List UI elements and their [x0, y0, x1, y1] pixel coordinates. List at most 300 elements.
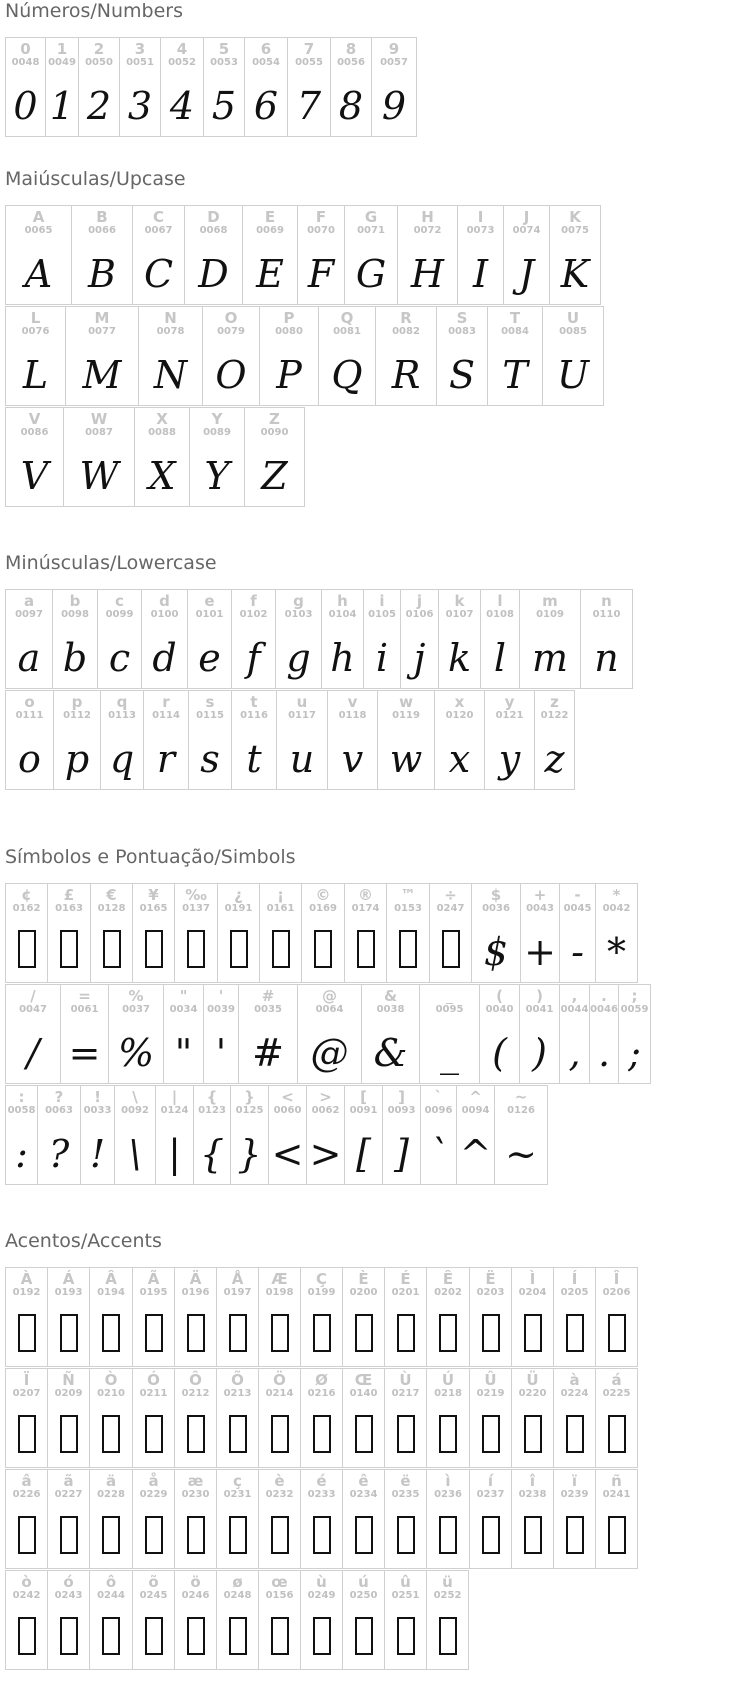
glyph-character-label: 2 — [93, 40, 105, 57]
glyph-code-label: 0229 — [139, 1489, 168, 1500]
missing-glyph-box — [271, 1415, 289, 1453]
glyph-code-label: 0251 — [391, 1590, 420, 1601]
glyph-sample: \ — [128, 1132, 142, 1176]
glyph-character-label: æ — [187, 1472, 204, 1489]
section-title: Números/Numbers — [5, 0, 183, 22]
glyph-character-label: ñ — [611, 1472, 622, 1489]
glyph-sample: l — [493, 636, 507, 680]
glyph-code-label: 0061 — [70, 1004, 99, 1015]
glyph-character-label: $ — [490, 886, 502, 903]
glyph-character-label: B — [96, 208, 108, 225]
glyph-character-label: Ã — [147, 1270, 160, 1287]
glyph-character-label: w — [399, 693, 413, 710]
glyph-sample: Q — [331, 353, 363, 397]
glyph-sample: @ — [310, 1031, 349, 1075]
glyph-cell — [377, 690, 435, 790]
glyph-cell — [203, 37, 245, 137]
glyph-character-label: Ç — [315, 1270, 327, 1287]
glyph-cell — [132, 1368, 175, 1468]
missing-glyph-box — [608, 1415, 626, 1453]
glyph-code-label: 0056 — [337, 57, 365, 68]
glyph-code-label: 0231 — [223, 1489, 252, 1500]
glyph-code-label: 0081 — [333, 326, 361, 337]
glyph-code-label: 0040 — [485, 1004, 514, 1015]
glyph-code-label: 0089 — [203, 427, 231, 438]
glyph-character-label: Ú — [441, 1371, 455, 1388]
glyph-code-label: 0075 — [561, 225, 589, 236]
glyph-sample: $ — [483, 930, 509, 974]
glyph-code-label: 0214 — [265, 1388, 294, 1399]
glyph-cell — [300, 1469, 343, 1569]
glyph-character-label: V — [28, 410, 41, 427]
glyph-code-label: 0103 — [284, 609, 313, 620]
glyph-code-label: 0236 — [434, 1489, 462, 1500]
glyph-sample: ) — [532, 1031, 547, 1075]
glyph-code-label: 0062 — [311, 1105, 340, 1116]
glyph-character-label: * — [612, 886, 621, 903]
glyph-code-label: 0084 — [501, 326, 529, 337]
glyph-cell — [520, 883, 560, 983]
glyph-cell — [37, 1085, 81, 1185]
glyph-code-label: 0088 — [148, 427, 176, 438]
missing-glyph-box — [271, 1314, 289, 1352]
glyph-cell — [436, 306, 488, 406]
glyph-code-label: 0247 — [436, 903, 465, 914]
glyph-sample: & — [373, 1031, 408, 1075]
glyph-code-label: 0104 — [328, 609, 357, 620]
missing-glyph-box — [313, 1314, 331, 1352]
glyph-cell — [330, 37, 372, 137]
glyph-cell — [89, 1368, 133, 1468]
glyph-cell — [63, 407, 135, 507]
glyph-code-label: 0047 — [19, 1004, 47, 1015]
glyph-character-label: C — [152, 208, 164, 225]
glyph-cell — [344, 883, 387, 983]
glyph-character-label: ú — [358, 1573, 369, 1590]
glyph-cell — [114, 1085, 156, 1185]
glyph-cell — [5, 589, 53, 689]
glyph-sample: [ — [356, 1132, 371, 1176]
glyph-code-label: 0238 — [518, 1489, 547, 1500]
glyph-code-label: 0122 — [540, 710, 569, 721]
glyph-character-label: Ô — [189, 1371, 202, 1388]
missing-glyph-box — [313, 1516, 331, 1554]
glyph-code-label: 0097 — [15, 609, 43, 620]
glyph-character-label: Ù — [399, 1371, 412, 1388]
glyph-code-label: 0226 — [12, 1489, 41, 1500]
glyph-character-label: 5 — [218, 40, 230, 57]
glyph-code-label: 0044 — [560, 1004, 589, 1015]
glyph-sample: % — [117, 1031, 155, 1075]
glyph-cell — [363, 589, 401, 689]
missing-glyph-box — [145, 930, 163, 968]
glyph-cell — [276, 690, 328, 790]
glyph-character-label: £ — [63, 886, 75, 903]
glyph-sample: L — [22, 353, 49, 397]
glyph-cell — [382, 1085, 421, 1185]
glyph-cell — [90, 883, 133, 983]
glyph-character-label: E — [264, 208, 276, 225]
glyph-sample: = — [68, 1031, 101, 1075]
glyph-sample: 5 — [211, 84, 237, 128]
glyph-cell — [47, 1368, 90, 1468]
glyph-code-label: 0220 — [518, 1388, 547, 1399]
glyph-cell — [134, 407, 190, 507]
section-title: Minúsculas/Lowercase — [5, 552, 217, 574]
glyph-character-label: b — [69, 592, 81, 609]
glyph-code-label: 0066 — [88, 225, 116, 236]
glyph-cell — [78, 37, 120, 137]
glyph-character-label: / — [30, 987, 36, 1004]
missing-glyph-box — [566, 1314, 584, 1352]
glyph-cell — [174, 1570, 217, 1670]
missing-glyph-box — [439, 1516, 457, 1554]
glyph-sample: ^ — [459, 1132, 492, 1176]
glyph-code-label: 0083 — [448, 326, 476, 337]
glyph-cell — [163, 984, 204, 1084]
glyph-cell — [268, 1085, 307, 1185]
glyph-character-label: ó — [63, 1573, 74, 1590]
glyph-sample: t — [246, 737, 262, 781]
glyph-row — [6, 1369, 638, 1470]
glyph-sample: : — [15, 1132, 28, 1176]
glyph-cell — [375, 306, 437, 406]
glyph-cell — [108, 984, 164, 1084]
glyph-character-label: u — [296, 693, 308, 710]
glyph-code-label: 0248 — [223, 1590, 252, 1601]
glyph-sample: T — [502, 353, 528, 397]
glyph-character-label: - — [574, 886, 581, 903]
glyph-sample: q — [109, 737, 135, 781]
glyph-character-label: 3 — [134, 40, 146, 57]
glyph-character-label: Ø — [315, 1371, 328, 1388]
missing-glyph-box — [355, 1516, 373, 1554]
missing-glyph-box — [442, 930, 460, 968]
glyph-code-label: 0217 — [391, 1388, 420, 1399]
glyph-sample: " — [174, 1031, 193, 1075]
glyph-sample: ~ — [505, 1132, 537, 1176]
glyph-character-label: ê — [358, 1472, 369, 1489]
missing-glyph-box — [482, 1516, 500, 1554]
glyph-character-label: p — [71, 693, 83, 710]
glyph-code-label: 0086 — [20, 427, 49, 438]
section-title: Símbolos e Pontuação/Simbols — [5, 846, 296, 868]
glyph-character-label: { — [206, 1088, 218, 1105]
glyph-cell — [45, 37, 79, 137]
glyph-cell — [97, 589, 142, 689]
glyph-cell — [300, 1368, 343, 1468]
glyph-character-label: Ö — [273, 1371, 286, 1388]
glyph-cell — [371, 37, 417, 137]
glyph-cell — [487, 306, 543, 406]
glyph-character-label: X — [156, 410, 168, 427]
glyph-sample: ] — [394, 1132, 409, 1176]
glyph-code-label: 0116 — [240, 710, 268, 721]
glyph-sample: - — [571, 930, 584, 974]
glyph-sample: X — [148, 454, 176, 498]
glyph-code-label: 0078 — [156, 326, 185, 337]
glyph-sample: ( — [492, 1031, 507, 1075]
glyph-code-label: 0039 — [207, 1004, 235, 1015]
glyph-character-label: Ì — [529, 1270, 536, 1287]
glyph-sample: 7 — [296, 84, 322, 128]
glyph-code-label: 0219 — [476, 1388, 505, 1399]
glyph-sample: S — [448, 353, 476, 397]
missing-glyph-box — [608, 1516, 626, 1554]
glyph-cell — [297, 205, 345, 305]
glyph-cell — [238, 984, 298, 1084]
glyph-cell — [342, 1368, 385, 1468]
glyph-cell — [216, 1469, 259, 1569]
glyph-sample: ! — [89, 1132, 106, 1176]
glyph-character-label: 4 — [176, 40, 188, 57]
glyph-cell — [52, 589, 98, 689]
glyph-cell — [174, 1368, 217, 1468]
glyph-character-label: è — [274, 1472, 285, 1489]
glyph-sample: j — [413, 636, 426, 680]
missing-glyph-box — [187, 1415, 205, 1453]
glyph-cell — [5, 883, 48, 983]
glyph-cell — [132, 883, 175, 983]
glyph-character-label: à — [569, 1371, 580, 1388]
glyph-character-label: Ü — [526, 1371, 539, 1388]
glyph-cell — [47, 1469, 90, 1569]
glyph-character-label: + — [533, 886, 547, 903]
glyph-cell — [400, 589, 439, 689]
glyph-character-label: ì — [445, 1472, 451, 1489]
glyph-character-label: " — [179, 987, 188, 1004]
glyph-code-label: 0211 — [139, 1388, 168, 1399]
glyph-character-label: ò — [21, 1573, 32, 1590]
glyph-code-label: 0242 — [12, 1590, 41, 1601]
glyph-character-label: õ — [148, 1573, 159, 1590]
glyph-character-label: Ñ — [62, 1371, 75, 1388]
glyph-code-label: 0099 — [105, 609, 134, 620]
glyph-cell — [259, 306, 319, 406]
glyph-character-label: ~ — [514, 1088, 528, 1105]
glyph-character-label: J — [523, 208, 530, 225]
glyph-code-label: 0065 — [24, 225, 53, 236]
glyph-character-label: S — [456, 309, 468, 326]
glyph-sample: y — [498, 737, 521, 781]
glyph-character-label: 6 — [260, 40, 272, 57]
missing-glyph-box — [229, 1415, 247, 1453]
glyph-code-label: 0123 — [198, 1105, 226, 1116]
glyph-sample: e — [198, 636, 221, 680]
glyph-sample: _ — [440, 1031, 459, 1075]
missing-glyph-box — [313, 1617, 331, 1655]
glyph-cell — [384, 1570, 427, 1670]
glyph-code-label: 0156 — [265, 1590, 294, 1601]
glyph-character-label: ø — [232, 1573, 243, 1590]
glyph-character-label: È — [358, 1270, 369, 1287]
glyph-cell — [306, 1085, 345, 1185]
glyph-code-label: 0250 — [349, 1590, 378, 1601]
glyph-cell — [5, 306, 66, 406]
glyph-character-label: R — [400, 309, 412, 326]
glyph-cell — [595, 883, 638, 983]
glyph-code-label: 0200 — [349, 1287, 378, 1298]
glyph-code-label: 0125 — [235, 1105, 264, 1116]
glyph-cell — [429, 883, 472, 983]
glyph-character-label: ‰ — [185, 886, 207, 903]
glyph-cell — [559, 984, 590, 1084]
glyph-character-label: Á — [62, 1270, 75, 1287]
glyph-cell — [511, 1368, 554, 1468]
glyph-code-label: 0124 — [160, 1105, 189, 1116]
glyph-code-label: 0207 — [12, 1388, 41, 1399]
glyph-code-label: 0085 — [559, 326, 587, 337]
glyph-character-label: ë — [400, 1472, 411, 1489]
glyph-cell — [155, 1085, 194, 1185]
glyph-row — [6, 1268, 638, 1369]
glyph-cell — [361, 984, 420, 1084]
missing-glyph-box — [60, 1415, 78, 1453]
glyph-sample: , — [568, 1031, 581, 1075]
glyph-cell — [287, 37, 331, 137]
glyph-sample: 9 — [381, 84, 407, 128]
glyph-character-label: ? — [54, 1088, 64, 1105]
glyph-character-label: © — [315, 886, 331, 903]
glyph-character-label: Ï — [23, 1371, 30, 1388]
glyph-sample: N — [153, 353, 188, 397]
glyph-code-label: 0196 — [181, 1287, 210, 1298]
glyph-character-label: Œ — [354, 1371, 373, 1388]
missing-glyph-box — [397, 1516, 415, 1554]
glyph-code-label: 0092 — [121, 1105, 149, 1116]
glyph-cell — [5, 205, 72, 305]
missing-glyph-box — [229, 1314, 247, 1352]
glyph-cell — [132, 205, 185, 305]
missing-glyph-box — [355, 1314, 373, 1352]
glyph-code-label: 0246 — [181, 1590, 210, 1601]
missing-glyph-box — [145, 1617, 163, 1655]
glyph-sample: w — [389, 737, 423, 781]
missing-glyph-box — [566, 1516, 584, 1554]
glyph-sample: i — [375, 636, 389, 680]
glyph-code-label: 0059 — [620, 1004, 649, 1015]
glyph-cell — [342, 1469, 385, 1569]
glyph-code-label: 0204 — [518, 1287, 547, 1298]
glyph-cell — [71, 205, 133, 305]
glyph-cell — [47, 1570, 90, 1670]
glyph-character-label: ! — [94, 1088, 101, 1105]
glyph-sample: 6 — [253, 84, 279, 128]
glyph-cell — [580, 589, 633, 689]
glyph-code-label: 0098 — [61, 609, 89, 620]
missing-glyph-box — [271, 1617, 289, 1655]
glyph-cell — [511, 1267, 554, 1367]
glyph-character-label: ' — [218, 987, 224, 1004]
glyph-cell — [426, 1368, 470, 1468]
glyph-row — [6, 1086, 651, 1187]
glyph-code-label: 0233 — [307, 1489, 336, 1500]
glyph-character-label: < — [281, 1088, 294, 1105]
glyph-character-label: Å — [231, 1270, 244, 1287]
glyph-character-label: H — [421, 208, 434, 225]
missing-glyph-box — [313, 1415, 331, 1453]
glyph-sample: A — [24, 252, 53, 296]
glyph-code-label: 0224 — [560, 1388, 589, 1399]
missing-glyph-box — [187, 1516, 205, 1554]
glyph-character-label: a — [23, 592, 35, 609]
missing-glyph-box — [18, 1617, 36, 1655]
glyph-character-label: ç — [233, 1472, 242, 1489]
glyph-sample: 3 — [127, 84, 153, 128]
glyph-sample: I — [472, 252, 488, 296]
glyph-cell — [80, 1085, 115, 1185]
glyph-character-label: N — [164, 309, 177, 326]
glyph-character-label: ™ — [400, 886, 416, 903]
glyph-character-label: k — [454, 592, 465, 609]
glyph-character-label: É — [400, 1270, 411, 1287]
glyph-code-label: 0033 — [83, 1105, 112, 1116]
glyph-cell — [100, 690, 144, 790]
missing-glyph-box — [229, 1516, 247, 1554]
glyph-character-label: ¿ — [234, 886, 243, 903]
glyph-row — [6, 985, 651, 1086]
glyph-character-label: s — [205, 693, 215, 710]
missing-glyph-box — [187, 1617, 205, 1655]
glyph-code-label: 0072 — [413, 225, 442, 236]
glyph-character-label: é — [316, 1472, 327, 1489]
missing-glyph-box — [482, 1314, 500, 1352]
glyph-section — [5, 168, 604, 509]
glyph-character-label: l — [497, 592, 503, 609]
glyph-character-label: Ò — [104, 1371, 118, 1388]
glyph-cell — [5, 37, 46, 137]
glyph-cell — [300, 1570, 343, 1670]
glyph-cell — [511, 1469, 554, 1569]
glyph-code-label: 0046 — [590, 1004, 618, 1015]
glyph-cell — [189, 407, 245, 507]
glyph-sample: Y — [204, 454, 230, 498]
glyph-sample: } — [237, 1132, 262, 1176]
glyph-sample: H — [410, 252, 445, 296]
glyph-code-label: 0058 — [7, 1105, 36, 1116]
glyph-code-label: 0140 — [349, 1388, 378, 1399]
glyph-character-label: y — [504, 693, 515, 710]
glyph-character-label: Î — [613, 1270, 620, 1287]
glyph-character-label: } — [244, 1088, 255, 1105]
glyph-character-label: ã — [63, 1472, 74, 1489]
glyph-code-label: 0128 — [97, 903, 126, 914]
glyph-code-label: 0076 — [21, 326, 50, 337]
glyph-code-label: 0100 — [150, 609, 179, 620]
glyph-code-label: 0245 — [139, 1590, 168, 1601]
glyph-sample: 2 — [86, 84, 112, 128]
glyph-cell — [132, 1267, 175, 1367]
glyph-code-label: 0202 — [434, 1287, 462, 1298]
glyph-code-label: 0043 — [526, 903, 554, 914]
glyph-code-label: 0194 — [97, 1287, 125, 1298]
glyph-code-label: 0230 — [181, 1489, 210, 1500]
glyph-character-label: # — [261, 987, 275, 1004]
glyph-cell — [494, 1085, 548, 1185]
glyph-character-label: å — [148, 1472, 159, 1489]
glyph-cell — [503, 205, 550, 305]
missing-glyph-box — [145, 1415, 163, 1453]
glyph-character-label: P — [283, 309, 295, 326]
glyph-character-label: œ — [271, 1573, 288, 1590]
glyph-sample: p — [64, 737, 90, 781]
glyph-code-label: 0064 — [315, 1004, 344, 1015]
glyph-cell — [484, 690, 535, 790]
glyph-character-label: Õ — [231, 1371, 244, 1388]
glyph-code-label: 0216 — [307, 1388, 336, 1399]
glyph-cell — [342, 1570, 385, 1670]
glyph-cell — [342, 1267, 385, 1367]
